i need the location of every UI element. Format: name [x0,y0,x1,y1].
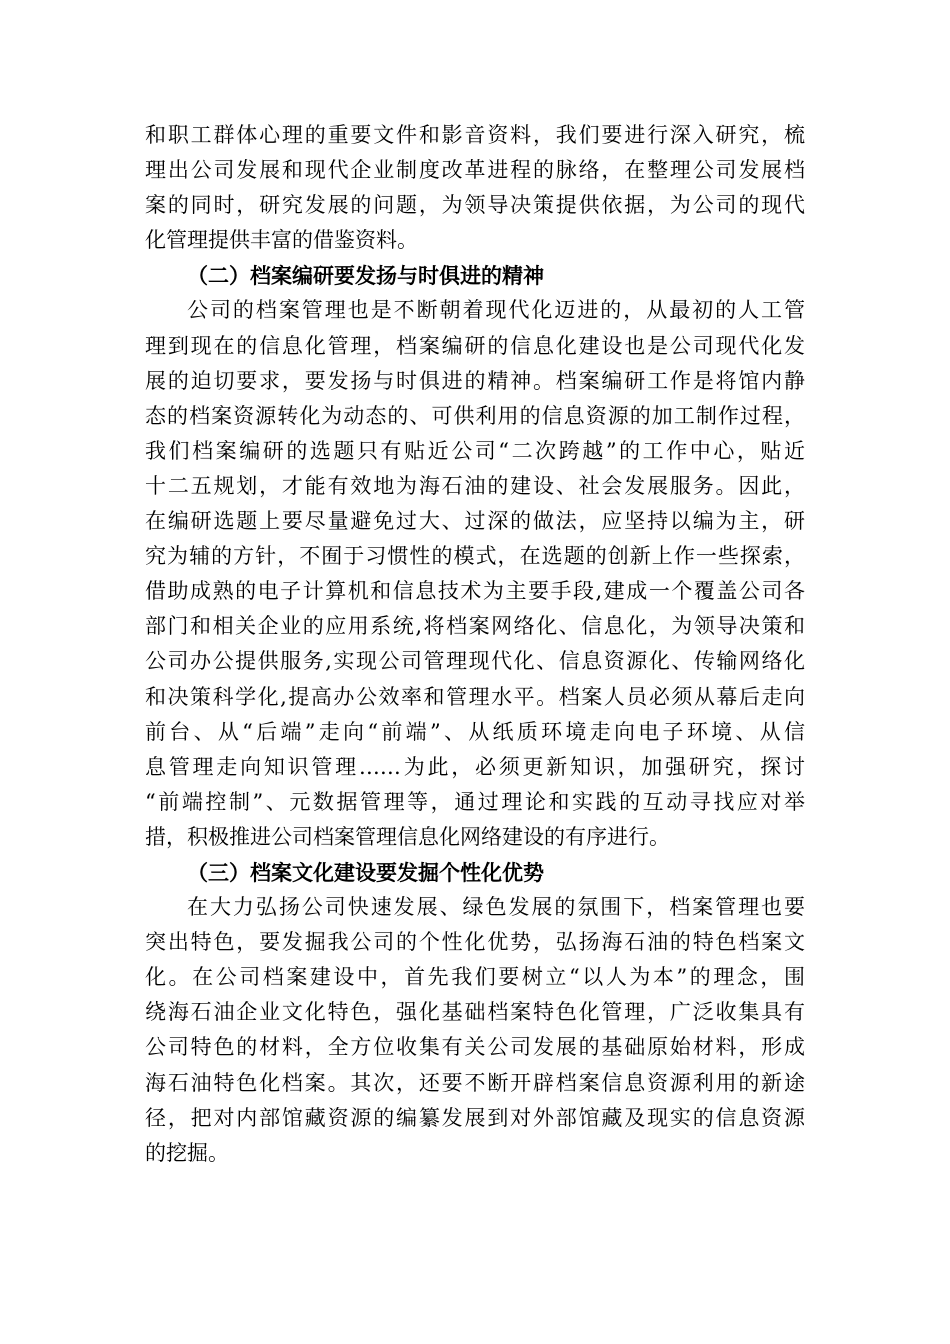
paragraph-line: 的挖掘。 [145,1140,229,1165]
paragraph-line: 径，把对内部馆藏资源的编纂发展到对外部馆藏及现实的信息资源 [145,1105,805,1130]
paragraph-line: 和职工群体心理的重要文件和影音资料，我们要进行深入研究，梳 [145,123,805,147]
paragraph-line: 部门和相关企业的应用系统,将档案网络化、信息化，为领导决策和 [145,614,805,639]
paragraph-line: “前端控制”、元数据管理等，通过理论和实践的互动寻找应对举 [145,789,805,814]
paragraph-line: 化。在公司档案建设中，首先我们要树立“以人为本”的理念，围 [145,965,805,990]
paragraph-2 [145,293,805,855]
paragraph-line: 公司的档案管理也是不断朝着现代化迈进的，从最初的人工管 [187,298,805,323]
paragraph-1 [145,118,805,258]
document-body [145,118,805,1171]
paragraph-line: 和决策科学化,提高办公效率和管理水平。档案人员必须从幕后走向 [145,684,805,709]
paragraph-line: 化管理提供丰富的借鉴资料。 [145,228,418,253]
paragraph-line: 态的档案资源转化为动态的、可供利用的信息资源的加工制作过程， [145,403,805,428]
paragraph-line: 公司特色的材料，全方位收集有关公司发展的基础原始材料，形成 [145,1035,805,1060]
paragraph-line: 海石油特色化档案。其次，还要不断开辟档案信息资源利用的新途 [145,1070,805,1095]
paragraph-line: 在编研选题上要尽量避免过大、过深的做法，应坚持以编为主，研 [145,509,805,534]
paragraph-line: 我们档案编研的选题只有贴近公司“二次跨越”的工作中心，贴近 [145,438,805,463]
paragraph-line: 绕海石油企业文化特色，强化基础档案特色化管理，广泛收集具有 [145,1000,805,1025]
paragraph-line: 息管理走向知识管理……为此，必须更新知识，加强研究，探讨 [145,754,805,779]
paragraph-line: 借助成熟的电子计算机和信息技术为主要手段,建成一个覆盖公司各 [145,579,805,604]
paragraph-line: 展的迫切要求，要发扬与时俱进的精神。档案编研工作是将馆内静 [145,368,805,393]
paragraph-3 [145,890,805,1171]
paragraph-line: 在大力弘扬公司快速发展、绿色发展的氛围下，档案管理也要 [187,895,805,920]
paragraph-line: 突出特色，要发掘我公司的个性化优势，弘扬海石油的特色档案文 [145,930,805,955]
paragraph-line: 十二五规划，才能有效地为海石油的建设、社会发展服务。因此， [145,473,805,498]
paragraph-line: 前台、从“后端”走向“前端”、从纸质环境走向电子环境、从信 [145,719,805,744]
paragraph-line: 公司办公提供服务,实现公司管理现代化、信息资源化、传输网络化 [145,649,805,674]
paragraph-line: 究为辅的方针，不囿于习惯性的模式，在选题的创新上作一些探索， [145,544,805,569]
paragraph-line: 理到现在的信息化管理，档案编研的信息化建设也是公司现代化发 [145,333,805,358]
paragraph-line: 理出公司发展和现代企业制度改革进程的脉络，在整理公司发展档 [145,158,805,183]
paragraph-line: 措，积极推进公司档案管理信息化网络建设的有序进行。 [145,824,670,849]
section-heading-3: （三）档案文化建设要发掘个性化优势 [187,859,544,885]
paragraph-line: 案的同时，研究发展的问题，为领导决策提供依据，为公司的现代 [145,193,805,218]
section-heading-2: （二）档案编研要发扬与时俱进的精神 [187,263,544,289]
